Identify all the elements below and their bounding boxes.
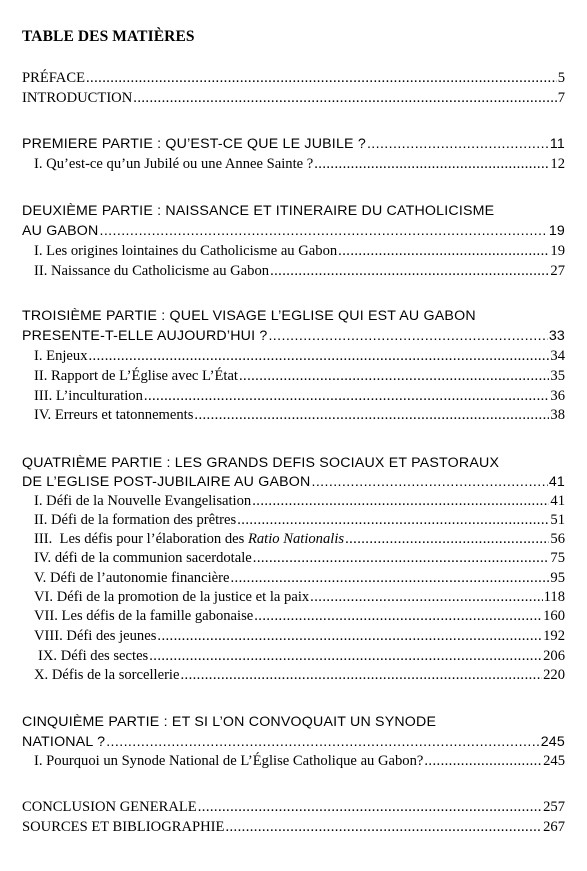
dot-leader	[225, 817, 542, 837]
part-title: TROISIÈME PARTIE : QUEL VISAGE L’EGLISE QUI EST AU GABON	[22, 308, 476, 324]
toc-page-number: 11	[549, 136, 565, 152]
toc-entry-label: II. Défi de la formation des prêtres	[34, 512, 237, 528]
dot-leader	[345, 529, 549, 549]
toc-entry-label: VII. Les défis de la famille gabonaise	[34, 608, 254, 624]
toc-page-number: 245	[540, 734, 565, 750]
dot-leader	[254, 606, 542, 626]
toc-page-number: 206	[543, 648, 565, 664]
toc-page-number: 19	[548, 223, 565, 239]
toc-entry-label: I. Les origines lointaines du Catholicisme au Gabon	[34, 243, 338, 259]
page-title: TABLE DES MATIÈRES	[22, 28, 195, 45]
toc-entry-label: VIII. Défi des jeunes	[34, 628, 157, 644]
toc-page-number: 34	[550, 348, 565, 364]
toc-entry-label: CONCLUSION GENERALE	[22, 799, 197, 815]
toc-page-number: 75	[550, 550, 565, 566]
dot-leader	[367, 134, 549, 154]
toc-entry-introduction[interactable]	[22, 88, 565, 108]
part-title: DEUXIÈME PARTIE : NAISSANCE ET ITINERAIRE DU CATHOLICISME	[22, 203, 495, 219]
dot-leader	[252, 491, 549, 511]
toc-entry[interactable]	[34, 366, 565, 386]
toc-entry-label: VI. Défi de la promotion de la justice et la paix	[34, 589, 310, 605]
part-title: NATIONAL ?	[22, 734, 106, 750]
toc-entry-label: I. Défi de la Nouvelle Evangelisation	[34, 493, 252, 509]
toc-page-number: 51	[550, 512, 565, 528]
dot-leader	[270, 261, 549, 281]
dot-leader	[194, 405, 549, 425]
toc-entry-label: V. Défi de l’autonomie financière	[34, 570, 230, 586]
dot-leader	[237, 510, 549, 530]
toc-entry-label	[34, 529, 344, 549]
dot-leader	[239, 366, 549, 386]
toc-part-2[interactable]	[22, 221, 565, 241]
dot-leader	[133, 88, 556, 108]
dot-leader	[149, 646, 542, 666]
toc-entry[interactable]	[34, 587, 565, 607]
toc-entry-bibliography[interactable]	[22, 817, 565, 837]
toc-entry-label: II. Naissance du Catholicisme au Gabon	[34, 263, 270, 279]
part-title: AU GABON	[22, 223, 99, 239]
dot-leader	[230, 568, 549, 588]
toc-entry-label: INTRODUCTION	[22, 90, 133, 106]
toc-entry[interactable]	[34, 405, 565, 425]
toc-entry-label: IX. Défi des sectes	[38, 648, 149, 664]
dot-leader	[144, 386, 550, 406]
toc-page-number: 19	[550, 243, 565, 259]
toc-entry-label: X. Défis de la sorcellerie	[34, 667, 180, 683]
toc-page-number: 38	[550, 407, 565, 423]
dot-leader	[310, 587, 542, 607]
toc-page-number: 245	[543, 753, 565, 769]
toc-page-number: 220	[543, 667, 565, 683]
toc-entry[interactable]	[34, 626, 565, 646]
toc-entry[interactable]	[34, 606, 565, 626]
toc-entry-label: I. Pourquoi un Synode National de L’Église Catholique au Gabon?	[34, 753, 424, 769]
toc-page-number: 33	[548, 328, 565, 344]
toc-entry-conclusion[interactable]	[22, 797, 565, 817]
dot-leader	[157, 626, 542, 646]
dot-leader	[86, 68, 557, 88]
toc-entry-label: IV. défi de la communion sacerdotale	[34, 550, 252, 566]
toc-part-3[interactable]	[22, 326, 565, 346]
toc-page-number: 27	[550, 263, 565, 279]
toc-page-number: 36	[550, 388, 565, 404]
toc-entry[interactable]	[34, 491, 565, 511]
part-title: DE L’EGLISE POST-JUBILAIRE AU GABON	[22, 474, 311, 490]
toc-entry[interactable]	[34, 241, 565, 261]
dot-leader	[106, 732, 540, 752]
dot-leader	[253, 548, 550, 568]
dot-leader	[338, 241, 549, 261]
toc-entry-label: III. L’inculturation	[34, 388, 143, 404]
toc-part-1[interactable]	[22, 134, 565, 154]
toc-page-number: 7	[557, 90, 565, 106]
toc-entry-label: IV. Erreurs et tatonnements	[34, 407, 194, 423]
toc-entry[interactable]	[34, 154, 565, 174]
toc-page-number: 118	[543, 589, 565, 605]
toc-page-number: 267	[543, 819, 565, 835]
toc-entry[interactable]	[34, 510, 565, 530]
toc-page-number: 12	[550, 156, 565, 172]
toc-page-number: 160	[543, 608, 565, 624]
toc-entry[interactable]	[34, 529, 565, 549]
toc-page-number: 95	[550, 570, 565, 586]
toc-page-number: 5	[557, 70, 565, 86]
dot-leader	[314, 154, 549, 174]
part-title: PRESENTE-T-ELLE AUJOURD’HUI ?	[22, 328, 268, 344]
toc-entry[interactable]	[34, 751, 565, 771]
toc-entry[interactable]	[34, 665, 565, 685]
part-title: PREMIERE PARTIE : QU’EST-CE QUE LE JUBILE ?	[22, 136, 366, 152]
dot-leader	[100, 221, 548, 241]
toc-part-5[interactable]	[22, 732, 565, 752]
dot-leader	[311, 472, 547, 492]
toc-entry-label: PRÉFACE	[22, 70, 85, 86]
toc-entry-label-prefix: III. Les défis pour l’élaboration des	[34, 531, 248, 547]
dot-leader	[180, 665, 542, 685]
toc-entry[interactable]	[34, 386, 565, 406]
dot-leader	[268, 326, 547, 346]
part-title: CINQUIÈME PARTIE : ET SI L’ON CONVOQUAIT UN SYNODE	[22, 714, 437, 730]
dot-leader	[89, 346, 550, 366]
toc-page-number: 56	[550, 531, 565, 547]
toc-entry-label-italic: Ratio Nationalis	[247, 531, 345, 547]
dot-leader	[424, 751, 542, 771]
toc-entry-label: I. Enjeux	[34, 348, 88, 364]
toc-entry-label: SOURCES ET BIBLIOGRAPHIE	[22, 819, 225, 835]
toc-entry[interactable]	[34, 261, 565, 281]
toc-entry[interactable]	[38, 646, 565, 666]
part-title: QUATRIÈME PARTIE : LES GRANDS DEFIS SOCIAUX ET PASTORAUX	[22, 455, 500, 471]
toc-entry-label: II. Rapport de L’Église avec L’État	[34, 368, 238, 384]
toc-part-4[interactable]	[22, 472, 565, 492]
toc-entry[interactable]	[34, 548, 565, 568]
dot-leader	[198, 797, 542, 817]
toc-entry[interactable]	[34, 568, 565, 588]
toc-page-number: 41	[550, 493, 565, 509]
toc-entry-label: I. Qu’est-ce qu’un Jubilé ou une Annee Sainte ?	[34, 156, 314, 172]
toc-entry-preface[interactable]	[22, 68, 565, 88]
toc-entry[interactable]	[34, 346, 565, 366]
toc-page-number: 192	[543, 628, 565, 644]
toc-page-number: 35	[550, 368, 565, 384]
toc-page-number: 41	[548, 474, 565, 490]
toc-page-number: 257	[543, 799, 565, 815]
